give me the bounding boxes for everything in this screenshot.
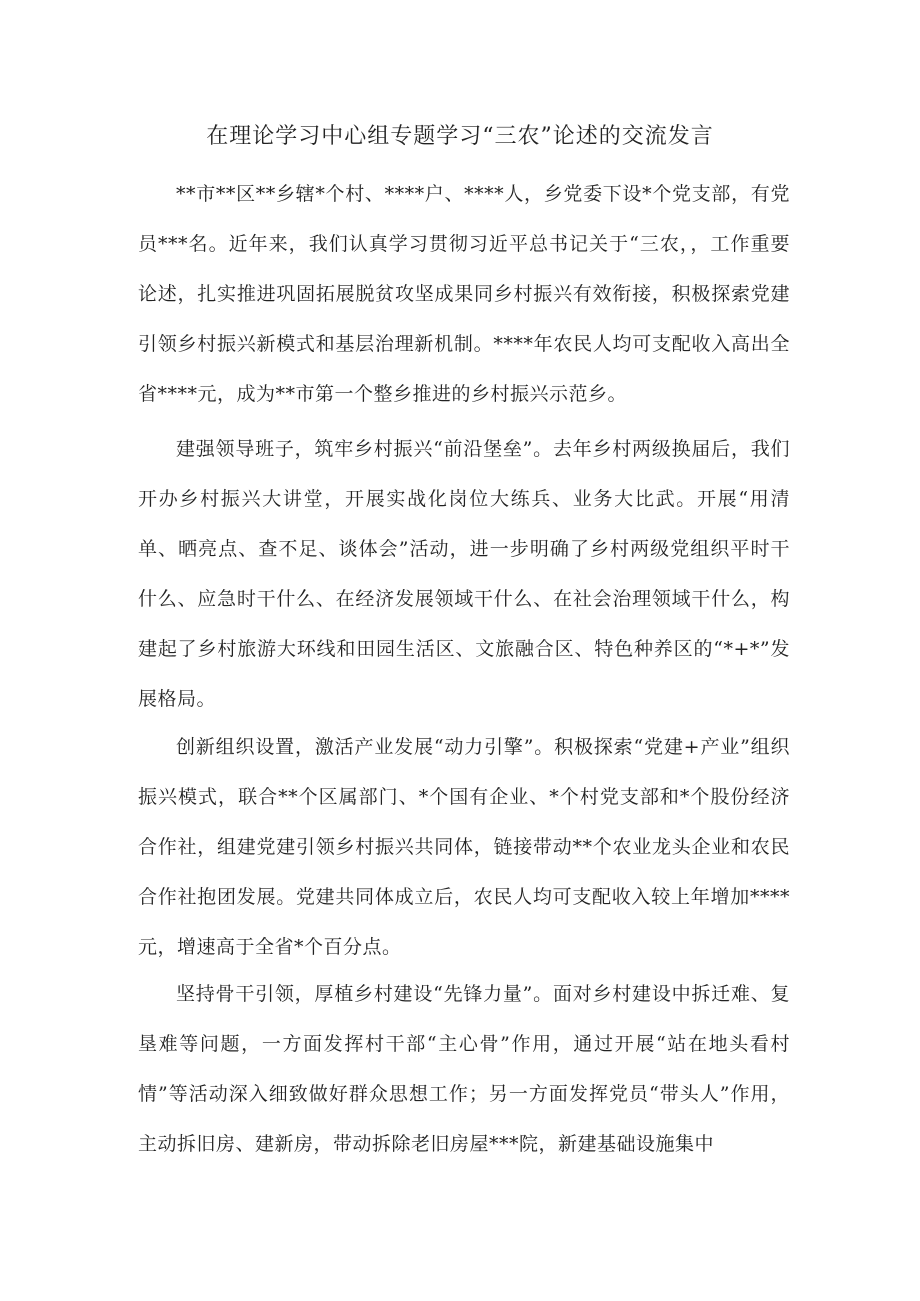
paragraph-leadership: 建强领导班子，筑牢乡村振兴“前沿堡垒”。去年乡村两级换届后，我们开办乡村振兴大讲堂，开展实战化岗位大练兵、业务大比武。开展“用清单、晒亮点、查不足、谈体会”活动，进一步明确了乡村两级党组织平时干什么、应急时干什么、在经济发展领域干什么、在社会治理领域干什么，构建起了乡村旅游大环线和田园生活区、文旅融合区、特色种养区的“*+*”发展格局。 bbox=[138, 438, 790, 710]
paragraph-organization: 创新组织设置，激活产业发展“动力引擎”。积极探索“党建+产业”组织振兴模式，联合**个区属部门、*个国有企业、*个村党支部和*个股份经济合作社，组建党建引领乡村振兴共同体，链接带动**个农业龙头企业和农民合作社抱团发展。党建共同体成立后，农民人均可支配收入较上年增加****元，增速高于全省*个百分点。 bbox=[138, 736, 790, 958]
document-title: 在理论学习中心组专题学习“三农”论述的交流发言 bbox=[206, 124, 714, 149]
paragraph-intro: **市**区**乡辖*个村、****户、****人，乡党委下设*个党支部，有党员***名。近年来，我们认真学习贯彻习近平总书记关于“三农，，工作重要论述，扎实推进巩固拓展脱贫攻坚成果同乡村振兴有效衔接，积极探索党建引领乡村振兴新模式和基层治理新机制。****年农民人均可支配收入高出全省****元，成为**市第一个整乡推进的乡村振兴示范乡。 bbox=[138, 183, 790, 405]
paragraph-backbone: 坚持骨干引领，厚植乡村建设“先锋力量”。面对乡村建设中拆迁难、复垦难等问题，一方面发挥村干部“主心骨”作用，通过开展“站在地头看村情”等活动深入细致做好群众思想工作；另一方面发挥党员“带头人”作用，主动拆旧房、建新房，带动拆除老旧房屋***院，新建基础设施集中 bbox=[138, 983, 790, 1155]
